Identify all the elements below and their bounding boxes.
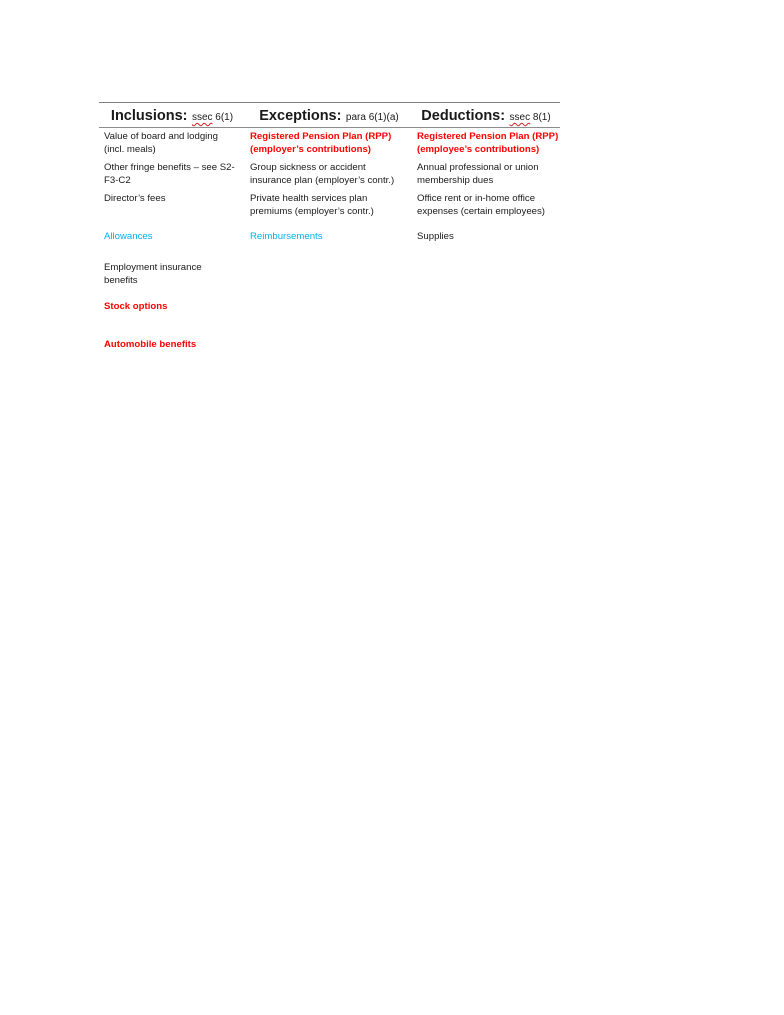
table-top-rule (99, 102, 560, 103)
inclusion-automobile-benefits: Automobile benefits (104, 339, 197, 350)
exception-private-health: Private health services plan premiums (employer’s contr.) (250, 193, 374, 217)
header-exceptions: Exceptions: para 6(1)(a) (259, 108, 399, 124)
deduction-supplies: Supplies (417, 231, 454, 242)
deduction-dues: Annual professional or union membership dues (417, 162, 539, 186)
header-deductions: Deductions: ssec 8(1) (421, 108, 551, 124)
exception-rpp: Registered Pension Plan (RPP) (employer’s contributions) (250, 131, 392, 155)
exception-group-sickness: Group sickness or accident insurance plan (employer’s contr.) (250, 162, 395, 186)
header-inclusions: Inclusions: ssec 6(1) (110, 108, 234, 124)
exception-reimbursements: Reimbursements (250, 231, 323, 242)
header-bottom-rule (99, 127, 560, 128)
inclusion-fringe-benefits: Other fringe benefits – see S2- F3-C2 (104, 162, 235, 186)
inclusion-stock-options: Stock options (104, 301, 168, 312)
inclusion-directors-fees: Director’s fees (104, 193, 166, 204)
inclusion-board-lodging: Value of board and lodging (incl. meals) (104, 131, 218, 155)
inclusion-ei-benefits: Employment insurance benefits (104, 262, 202, 286)
deduction-office-rent: Office rent or in-home office expenses (certain employees) (417, 193, 545, 217)
deduction-rpp: Registered Pension Plan (RPP) (employee’s contributions) (417, 131, 559, 155)
inclusion-allowances: Allowances (104, 231, 153, 242)
